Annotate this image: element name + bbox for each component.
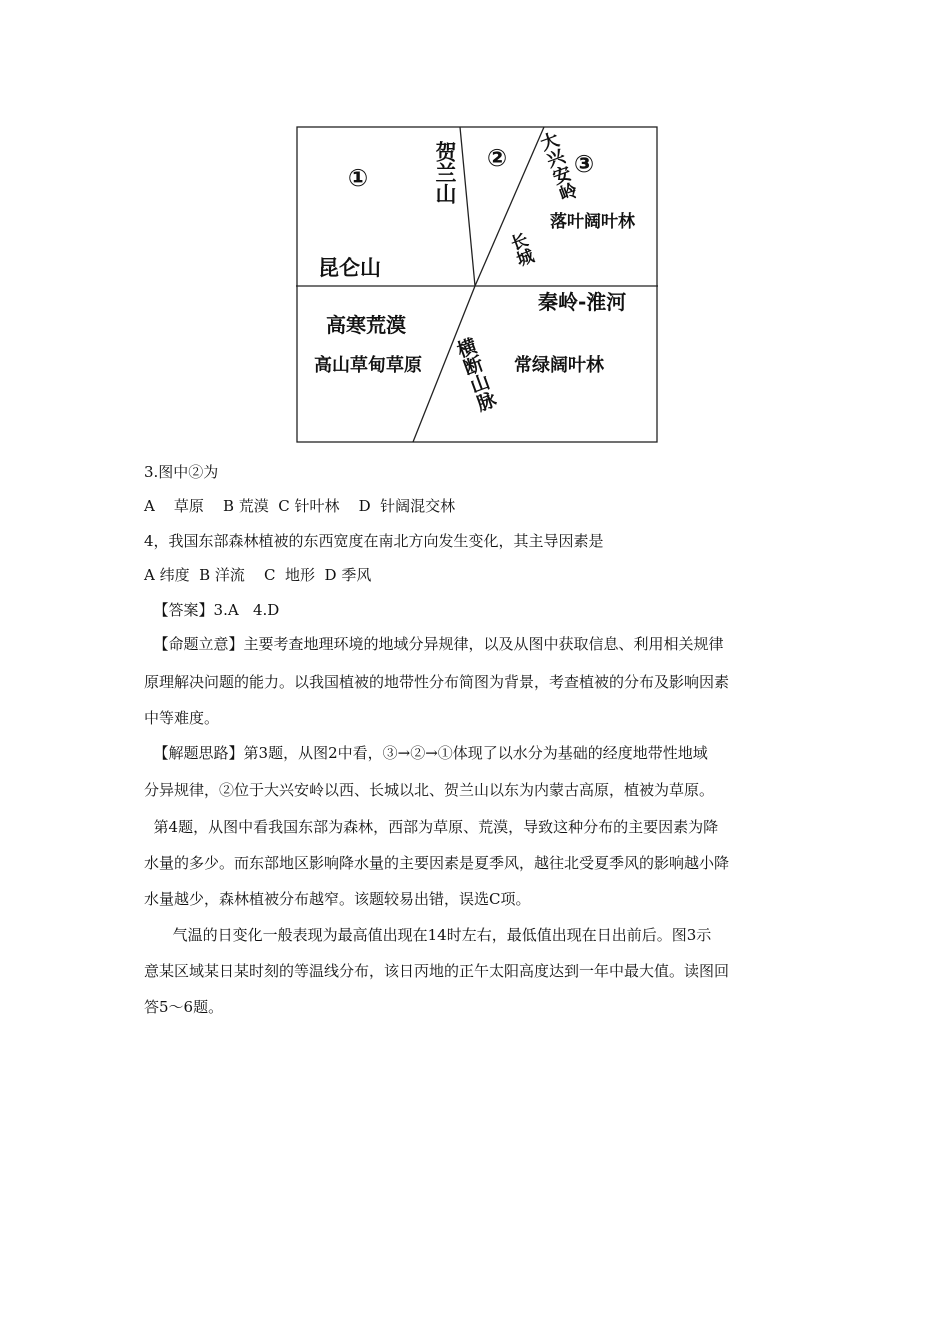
answer-line: 【答案】3.A 4.D	[144, 601, 280, 619]
question-4-stem: 4，我国东部森林植被的东西宽度在南北方向发生变化，其主导因素是	[144, 532, 604, 550]
intent-line-1: 【命题立意】主要考查地理环境的地域分异规律，以及从图中获取信息、利用相关规律	[144, 635, 724, 653]
intro-line-1: 气温的日变化一般表现为最高值出现在14时左右，最低值出现在日出前后。图3示	[144, 926, 712, 944]
vegetation-zone-map	[296, 126, 658, 443]
approach-line-5: 水量越少，森林植被分布越窄。该题较易出错，误选C项。	[144, 890, 531, 908]
region-2-label: ②	[486, 144, 508, 172]
gaohan-label: 高寒荒漠	[326, 313, 406, 337]
approach-line-1: 【解题思路】第3题，从图2中看，③→②→①体现了以水分为基础的经度地带性地域	[144, 744, 708, 762]
qinling-label: 秦岭-淮河	[538, 290, 627, 314]
helanshan-line	[460, 127, 475, 286]
kunlunshan-label: 昆仑山	[318, 256, 381, 280]
question-3-options: A 草原 B 荒漠 C 针叶林 D 针阔混交林	[144, 497, 456, 515]
hengduan-label: 横断山脉	[451, 335, 499, 415]
intro-line-3: 答5～6题。	[144, 998, 224, 1016]
approach-line-4: 水量的多少。而东部地区影响降水量的主要因素是夏季风，越往北受夏季风的影响越小降	[144, 854, 730, 872]
daxinganling-label: 大兴安岭	[535, 129, 580, 205]
approach-line-2: 分异规律，②位于大兴安岭以西、长城以北、贺兰山以东为内蒙古高原，植被为草原。	[144, 781, 715, 799]
intro-line-2: 意某区域某日某时刻的等温线分布，该日丙地的正午太阳高度达到一年中最大值。读图回	[144, 962, 730, 980]
region-3-label: ③	[573, 150, 595, 178]
region-1-label: ①	[347, 164, 369, 192]
intent-line-2: 原理解决问题的能力。以我国植被的地带性分布简图为背景，考查植被的分布及影响因素	[144, 673, 730, 691]
helanshan-label: 贺兰山	[433, 141, 457, 204]
approach-line-3: 第4题，从图中看我国东部为森林，西部为草原、荒漠，导致这种分布的主要因素为降	[144, 818, 719, 836]
vegetation-map-svg	[296, 126, 658, 443]
luoye-label: 落叶阔叶林	[550, 212, 635, 232]
changlv-label: 常绿阔叶林	[514, 355, 604, 376]
question-3-stem: 3.图中②为	[144, 463, 219, 481]
changcheng-label: 长城	[504, 230, 536, 270]
question-4-options: A 纬度 B 洋流 C 地形 D 季风	[144, 566, 372, 584]
gaoshan-label: 高山草甸草原	[314, 355, 422, 376]
intent-line-3: 中等难度。	[144, 709, 220, 727]
